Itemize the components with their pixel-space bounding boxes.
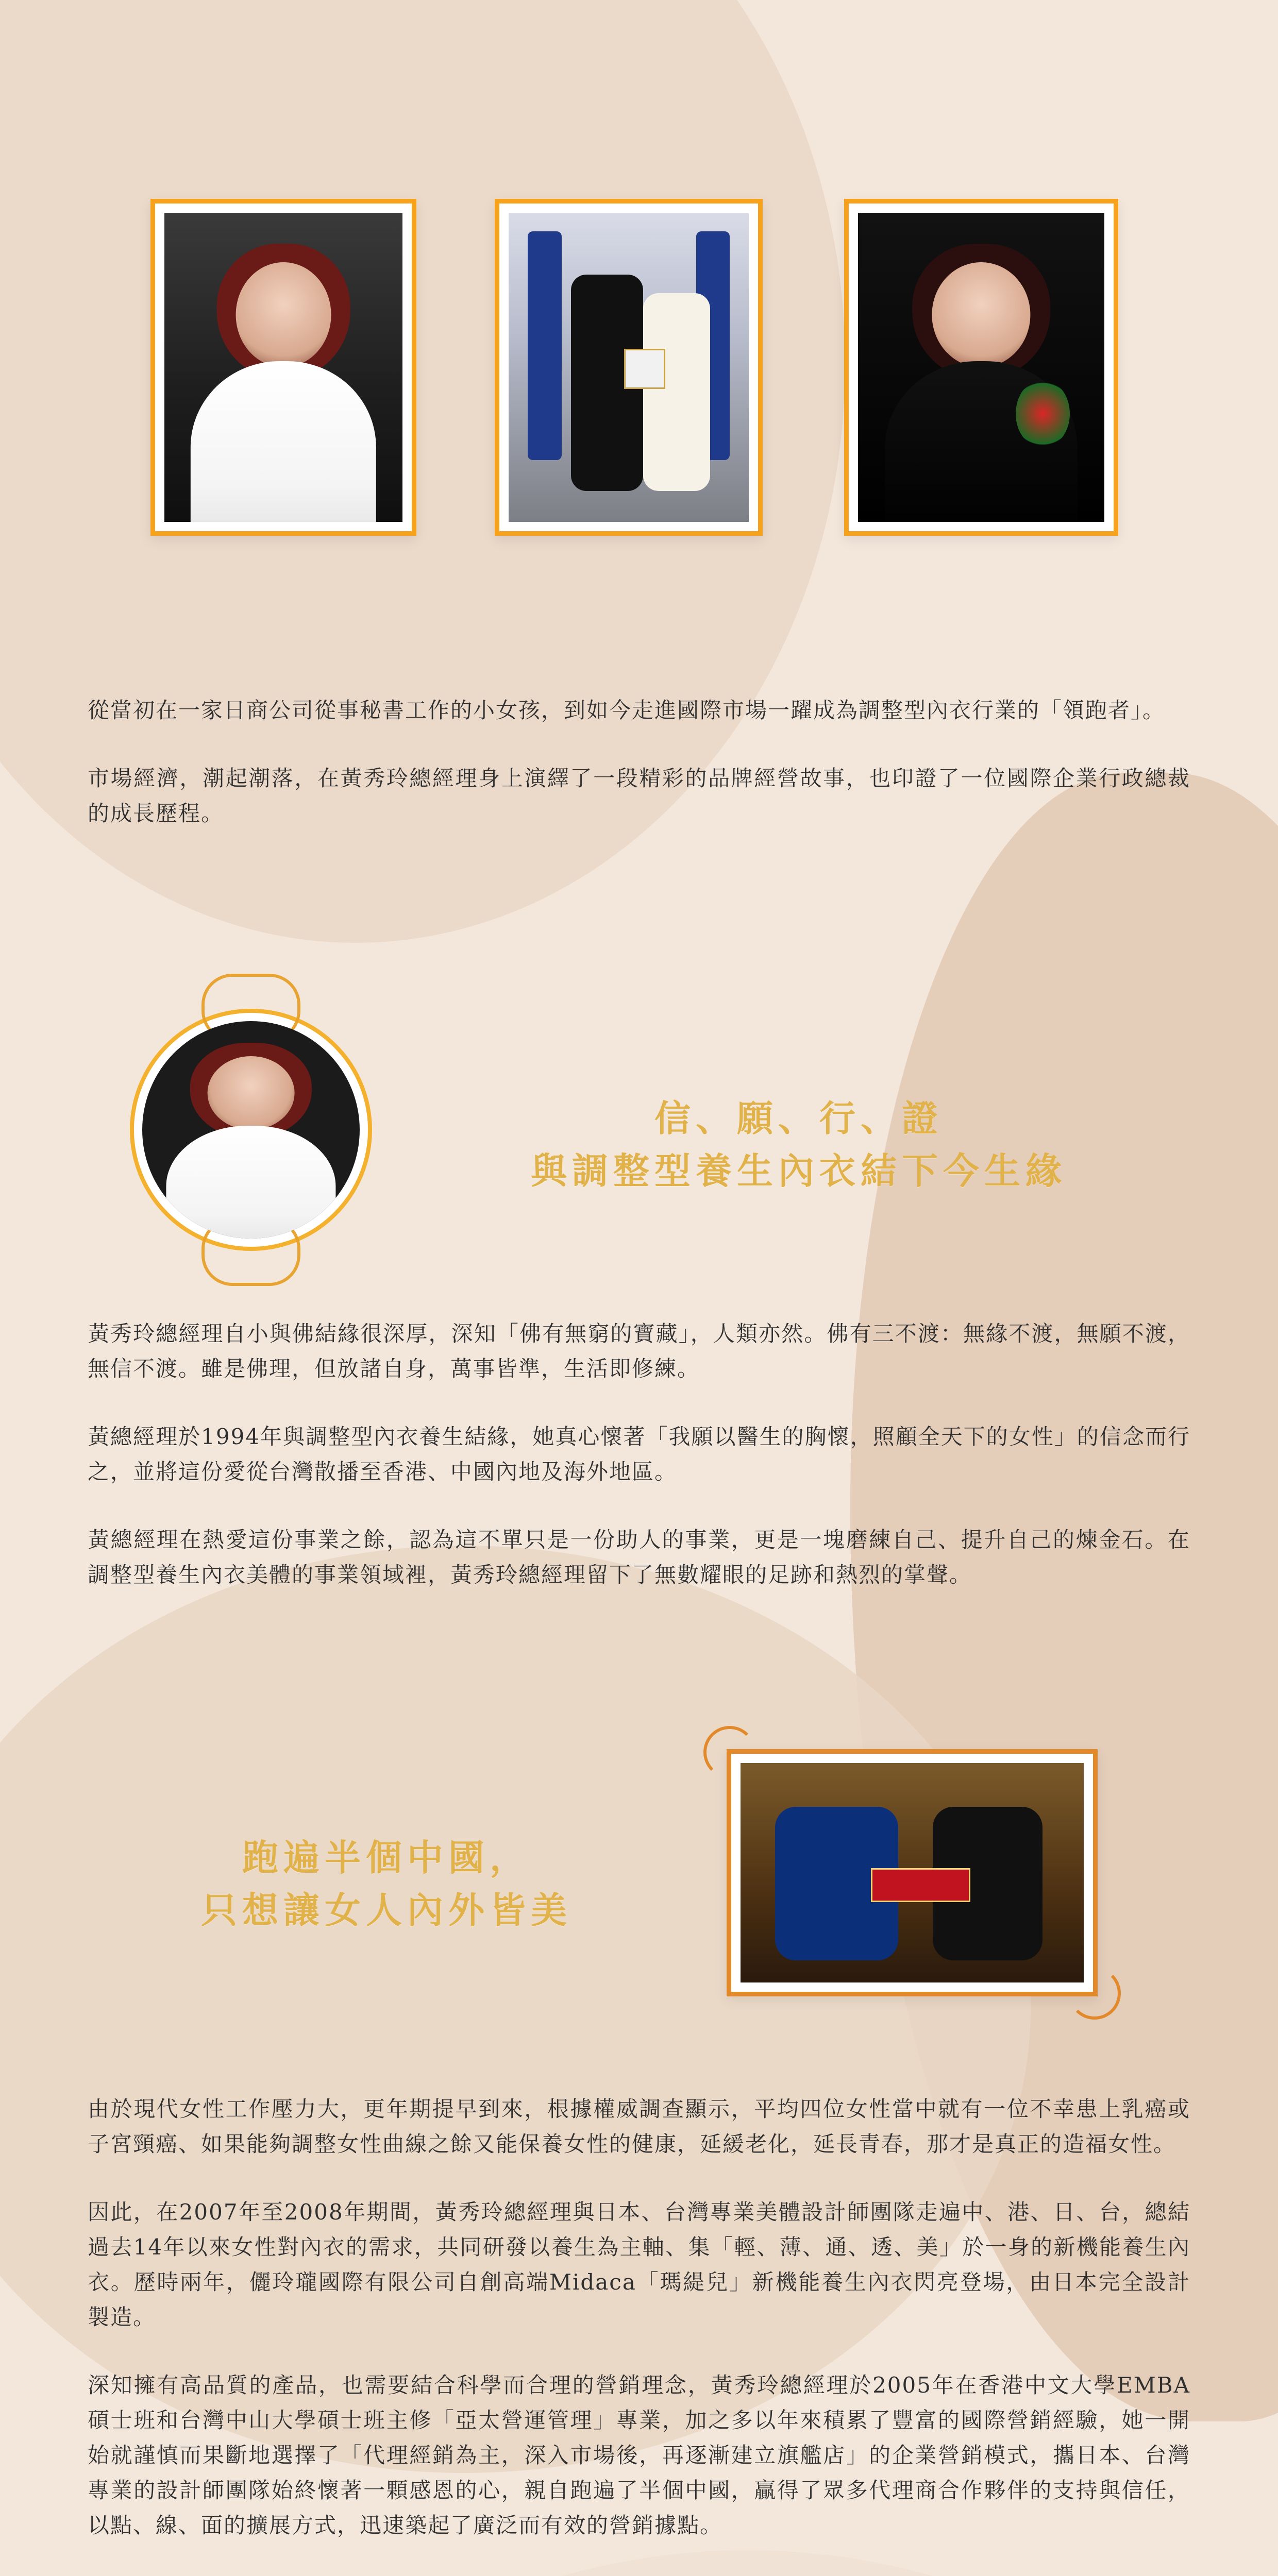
section-heading-china [129, 1832, 644, 1936]
photo-frame-portrait-1 [150, 199, 416, 536]
ceremony-photo [509, 213, 749, 522]
vows-text [88, 1316, 1190, 1625]
round-portrait [142, 1021, 360, 1239]
section-heading-vows [443, 1092, 1154, 1197]
portrait-photo [858, 213, 1104, 522]
intro-paragraph-2: 市場經濟，潮起潮落，在黃秀玲總經理身上演繹了一段精彩的品牌經營故事，也印證了一位國際企業行政總裁的成長歷程。 [88, 766, 1190, 826]
portrait-photo [164, 213, 402, 522]
heading-line: 跑遍半個中國， [242, 1836, 531, 1879]
vows-paragraph-2: 黃總經理於1994年與調整型內衣養生結緣，她真心懷著「我願以醫生的胸懷，照顧全天下的女性」的信念而行之，並將這份愛從台灣散播至香港、中國內地及海外地區。 [88, 1424, 1190, 1485]
china-paragraph-2: 因此，在2007年至2008年期間，黃秀玲總經理與日本、台灣專業美體設計師團隊走遍中、港、日、台，總結過去14年以來女性對內衣的需求，共同研發以養生為主軸、集「輕、薄、通、透、美」於一身的新機能養生內衣。歷時兩年，儷玲瓏國際有限公司自創高端Midaca「瑪緹兒」新機能養生內衣閃亮登場，由日本完全設計製造。 [88, 2199, 1190, 2330]
intro-text [88, 693, 1190, 864]
vows-paragraph-1: 黃秀玲總經理自小與佛結緣很深厚，深知「佛有無窮的寶藏」，人類亦然。佛有三不渡：無緣不渡，無願不渡，無信不渡。雖是佛理，但放諸自身，萬事皆準，生活即修練。 [88, 1321, 1190, 1382]
portrait-face [932, 262, 1030, 367]
diploma [871, 1868, 970, 1902]
photo-frame-portrait-2 [844, 199, 1118, 536]
graduation-photo [741, 1763, 1084, 1982]
heading-line: 與調整型養生內衣結下今生緣 [531, 1149, 1067, 1192]
portrait-white-suit [166, 1126, 335, 1239]
vows-paragraph-3: 黃總經理在熱愛這份事業之餘，認為這不單只是一份助人的事業，更是一塊磨練自己、提升自己的煉金石。在調整型養生內衣美體的事業領域裡，黃秀玲總經理留下了無數耀眼的足跡和熱烈的掌聲。 [88, 1527, 1190, 1588]
heading-line: 只想讓女人內外皆美 [201, 1888, 572, 1931]
flag [528, 231, 561, 460]
portrait-face [236, 262, 331, 367]
person-right [643, 293, 710, 491]
portrait-face [208, 1056, 295, 1130]
certificate [624, 349, 666, 389]
bouquet [1016, 380, 1070, 448]
portrait-white-suit [191, 361, 376, 522]
china-paragraph-3: 深知擁有高品質的產品，也需要結合科學而合理的營銷理念，黃秀玲總經理於2005年在香港中文大學EMBA碩士班和台灣中山大學碩士班主修「亞太營運管理」專業，加之多以年來積累了豐富的國際營銷經驗，她一開始就謹慎而果斷地選擇了「代理經銷為主，深入市場後，再逐漸建立旗艦店」的企業營銷模式，攜日本、台灣專業的設計師團隊始終懷著一顆感恩的心，親自跑遍了半個中國，贏得了眾多代理商合作夥伴的支持與信任，以點、線、面的擴展方式，迅速築起了廣泛而有效的營銷據點。 [88, 2372, 1190, 2538]
round-portrait-frame [130, 1009, 372, 1251]
graduation-photo-frame [727, 1749, 1098, 1996]
intro-paragraph-1: 從當初在一家日商公司從事秘書工作的小女孩，到如今走進國際市場一躍成為調整型內衣行業的「領跑者」。 [88, 698, 1166, 723]
photo-frame-ceremony [495, 199, 763, 536]
heading-line: 信、願、行、證 [654, 1097, 943, 1140]
china-paragraph-1: 由於現代女性工作壓力大，更年期提早到來，根據權威調查顯示，平均四位女性當中就有一位不幸患上乳癌或子宮頸癌、如果能夠調整女性曲線之餘又能保養女性的健康，延緩老化，延長青春，那才是真正的造福女性。 [88, 2096, 1190, 2157]
china-text [88, 2092, 1190, 2576]
